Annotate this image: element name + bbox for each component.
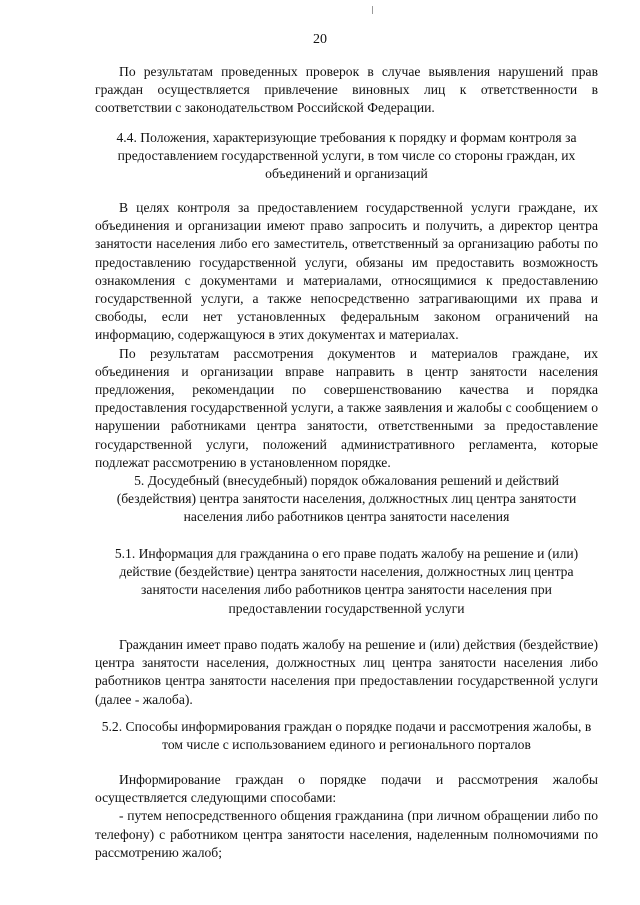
heading-5-block: [95, 472, 598, 527]
paragraph-right: Гражданин имеет право подать жалобу на решение и (или) действия (бездействие) центра занятости населения, должностных лиц центра занятости населения либо работников центра занятости населения при предоставлении государственной услуги (далее - жалоба).: [95, 637, 598, 707]
intro-paragraph: По результатам проведенных проверок в случае выявления нарушений прав граждан осуществляется привлечение виновных лиц к ответственности в соответствии с законодательством Российской Федерации.: [95, 64, 598, 116]
right-paragraph-block: [95, 636, 598, 709]
paragraph-methods: Информирование граждан о порядке подачи и рассмотрения жалобы осуществляется следующими способами:: [95, 772, 598, 806]
heading-5-2-block: [95, 718, 598, 754]
page-number: 20: [313, 32, 327, 47]
paragraph-results: По результатам рассмотрения документов и материалов граждане, их объединения и организации вправе направить в центр занятости населения предложения, рекомендации по совершенствованию качества и порядка предоставления государственной услуги, а также заявления и жалобы с сообщением о нарушении работниками центра занятости, ответственными за предоставление государственной услуги, положений административного регламента, которые подлежат рассмотрению в установленном порядке.: [95, 345, 598, 470]
control-paragraph-block: [95, 199, 598, 472]
heading-5-1-block: [95, 545, 598, 618]
intro-paragraph-block: [95, 63, 598, 118]
heading-5-2: 5.2. Способы информирования граждан о порядке подачи и рассмотрения жалобы, в том числе с использованием единого и регионального порталов: [101, 719, 592, 753]
heading-5-1: 5.1. Информация для гражданина о его праве подать жалобу на решение и (или) действие (бездействие) центра занятости населения, должностных лиц центра занятости населения либо работников центра занятости населения при предоставлении государственной услуги: [114, 546, 579, 616]
heading-4-4: 4.4. Положения, характеризующие требования к порядку и формам контроля за предоставлением государственной услуги, в том числе со стороны граждан, их объединений и организаций: [116, 130, 577, 182]
methods-paragraph-block: [95, 771, 598, 862]
heading-4-4-block: [95, 129, 598, 184]
heading-5: 5. Досудебный (внесудебный) порядок обжалования решений и действий (бездействия) центра занятости населения, должностных лиц центра занятости населения либо работников центра занятости населения: [116, 473, 577, 525]
paragraph-control: В целях контроля за предоставлением государственной услуги граждане, их объединения и организации имеют право запросить и получить, а директор центра занятости населения либо его заместитель, ответственный за организацию работы по предоставлению государственной услуги, обязаны им предоставить возможность ознакомления с документами и материалами, относящимися к предоставлению государственной услуги, а также непосредственно затрагивающими их права и свободы, если нет установленных федеральным законом ограничений на информацию, содержащуюся в этих документах и материалах.: [95, 200, 598, 343]
scan-mark: [372, 6, 373, 14]
paragraph-method-1: - путем непосредственного общения гражданина (при личном обращении либо по телефону) с работником центра занятости населения, наделенным полномочиями по рассмотрению жалоб;: [95, 808, 598, 860]
